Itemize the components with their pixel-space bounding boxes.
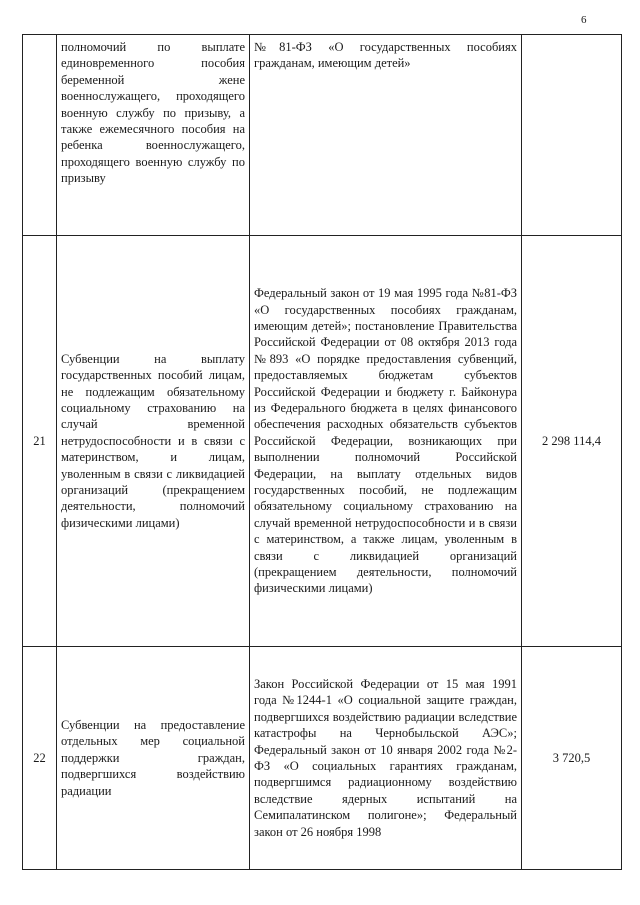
amount-cell: 2 298 114,4: [522, 236, 622, 647]
row-number-cell: 21: [23, 236, 57, 647]
legal-basis-cell: Закон Российской Федерации от 15 мая 1991 года №1244-1 «О социальной защите граждан, подвергшихся воздействию радиации вследствие катастрофы на Чернобыльской АЭС»; Федеральный закон от 10 января 2002 года №2-ФЗ «О социальных гарантиях гражданам, подвергшимся радиационному воздействию вследствие ядерных испытаний на Семипалатинском полигоне»; Федеральный закон от 26 ноября 1998: [250, 647, 522, 870]
subvention-name-cell: Субвенции на предоставление отдельных мер социальной поддержки граждан, подвергшихся воздействию радиации: [57, 647, 250, 870]
table-row: [23, 35, 622, 236]
legal-basis-cell: Федеральный закон от 19 мая 1995 года №81-ФЗ «О государственных пособиях гражданам, имеющим детей»; постановление Правительства Российской Федерации от 08 октября 2013 года №893 «О порядке предоставления субвенций, предоставляемых бюджетам субъектов Российской Федерации и бюджету г. Байконура из Федерального бюджета в целях финансового обеспечения расходных обязательств субъектов Российской Федерации, возникающих при выполнении полномочий Российской Федерации, на выплату отдельных видов государственных пособий, не подлежащим обязательному социальному страхованию на случай временной нетрудоспособности и в связи с материнством, а также лицам, уволенным в связи с ликвидацией организаций (прекращением деятельности, полномочий физическими лицами): [250, 236, 522, 647]
subventions-table: [22, 34, 622, 870]
row-number-cell: [23, 35, 57, 236]
subvention-name-cell: Субвенции на выплату государственных пособий лицам, не подлежащим обязательному социальному страхованию на случай временной нетрудоспособности и в связи с материнством, и лицам, уволенным в связи с ликвидацией организаций (прекращением деятельности, полномочий физическими лицами): [57, 236, 250, 647]
table-row: [23, 647, 622, 870]
page-number: 6: [581, 14, 587, 26]
amount-cell: [522, 35, 622, 236]
legal-basis-cell: №81-ФЗ «О государственных пособиях гражданам, имеющим детей»: [250, 35, 522, 236]
row-number-cell: 22: [23, 647, 57, 870]
subvention-name-cell: полномочий по выплате единовременного пособия беременной жене военнослужащего, проходящего военную службу по призыву, а также ежемесячного пособия на ребенка военнослужащего, проходящего военную службу по призыву: [57, 35, 250, 236]
table-row: [23, 236, 622, 647]
amount-cell: 3 720,5: [522, 647, 622, 870]
